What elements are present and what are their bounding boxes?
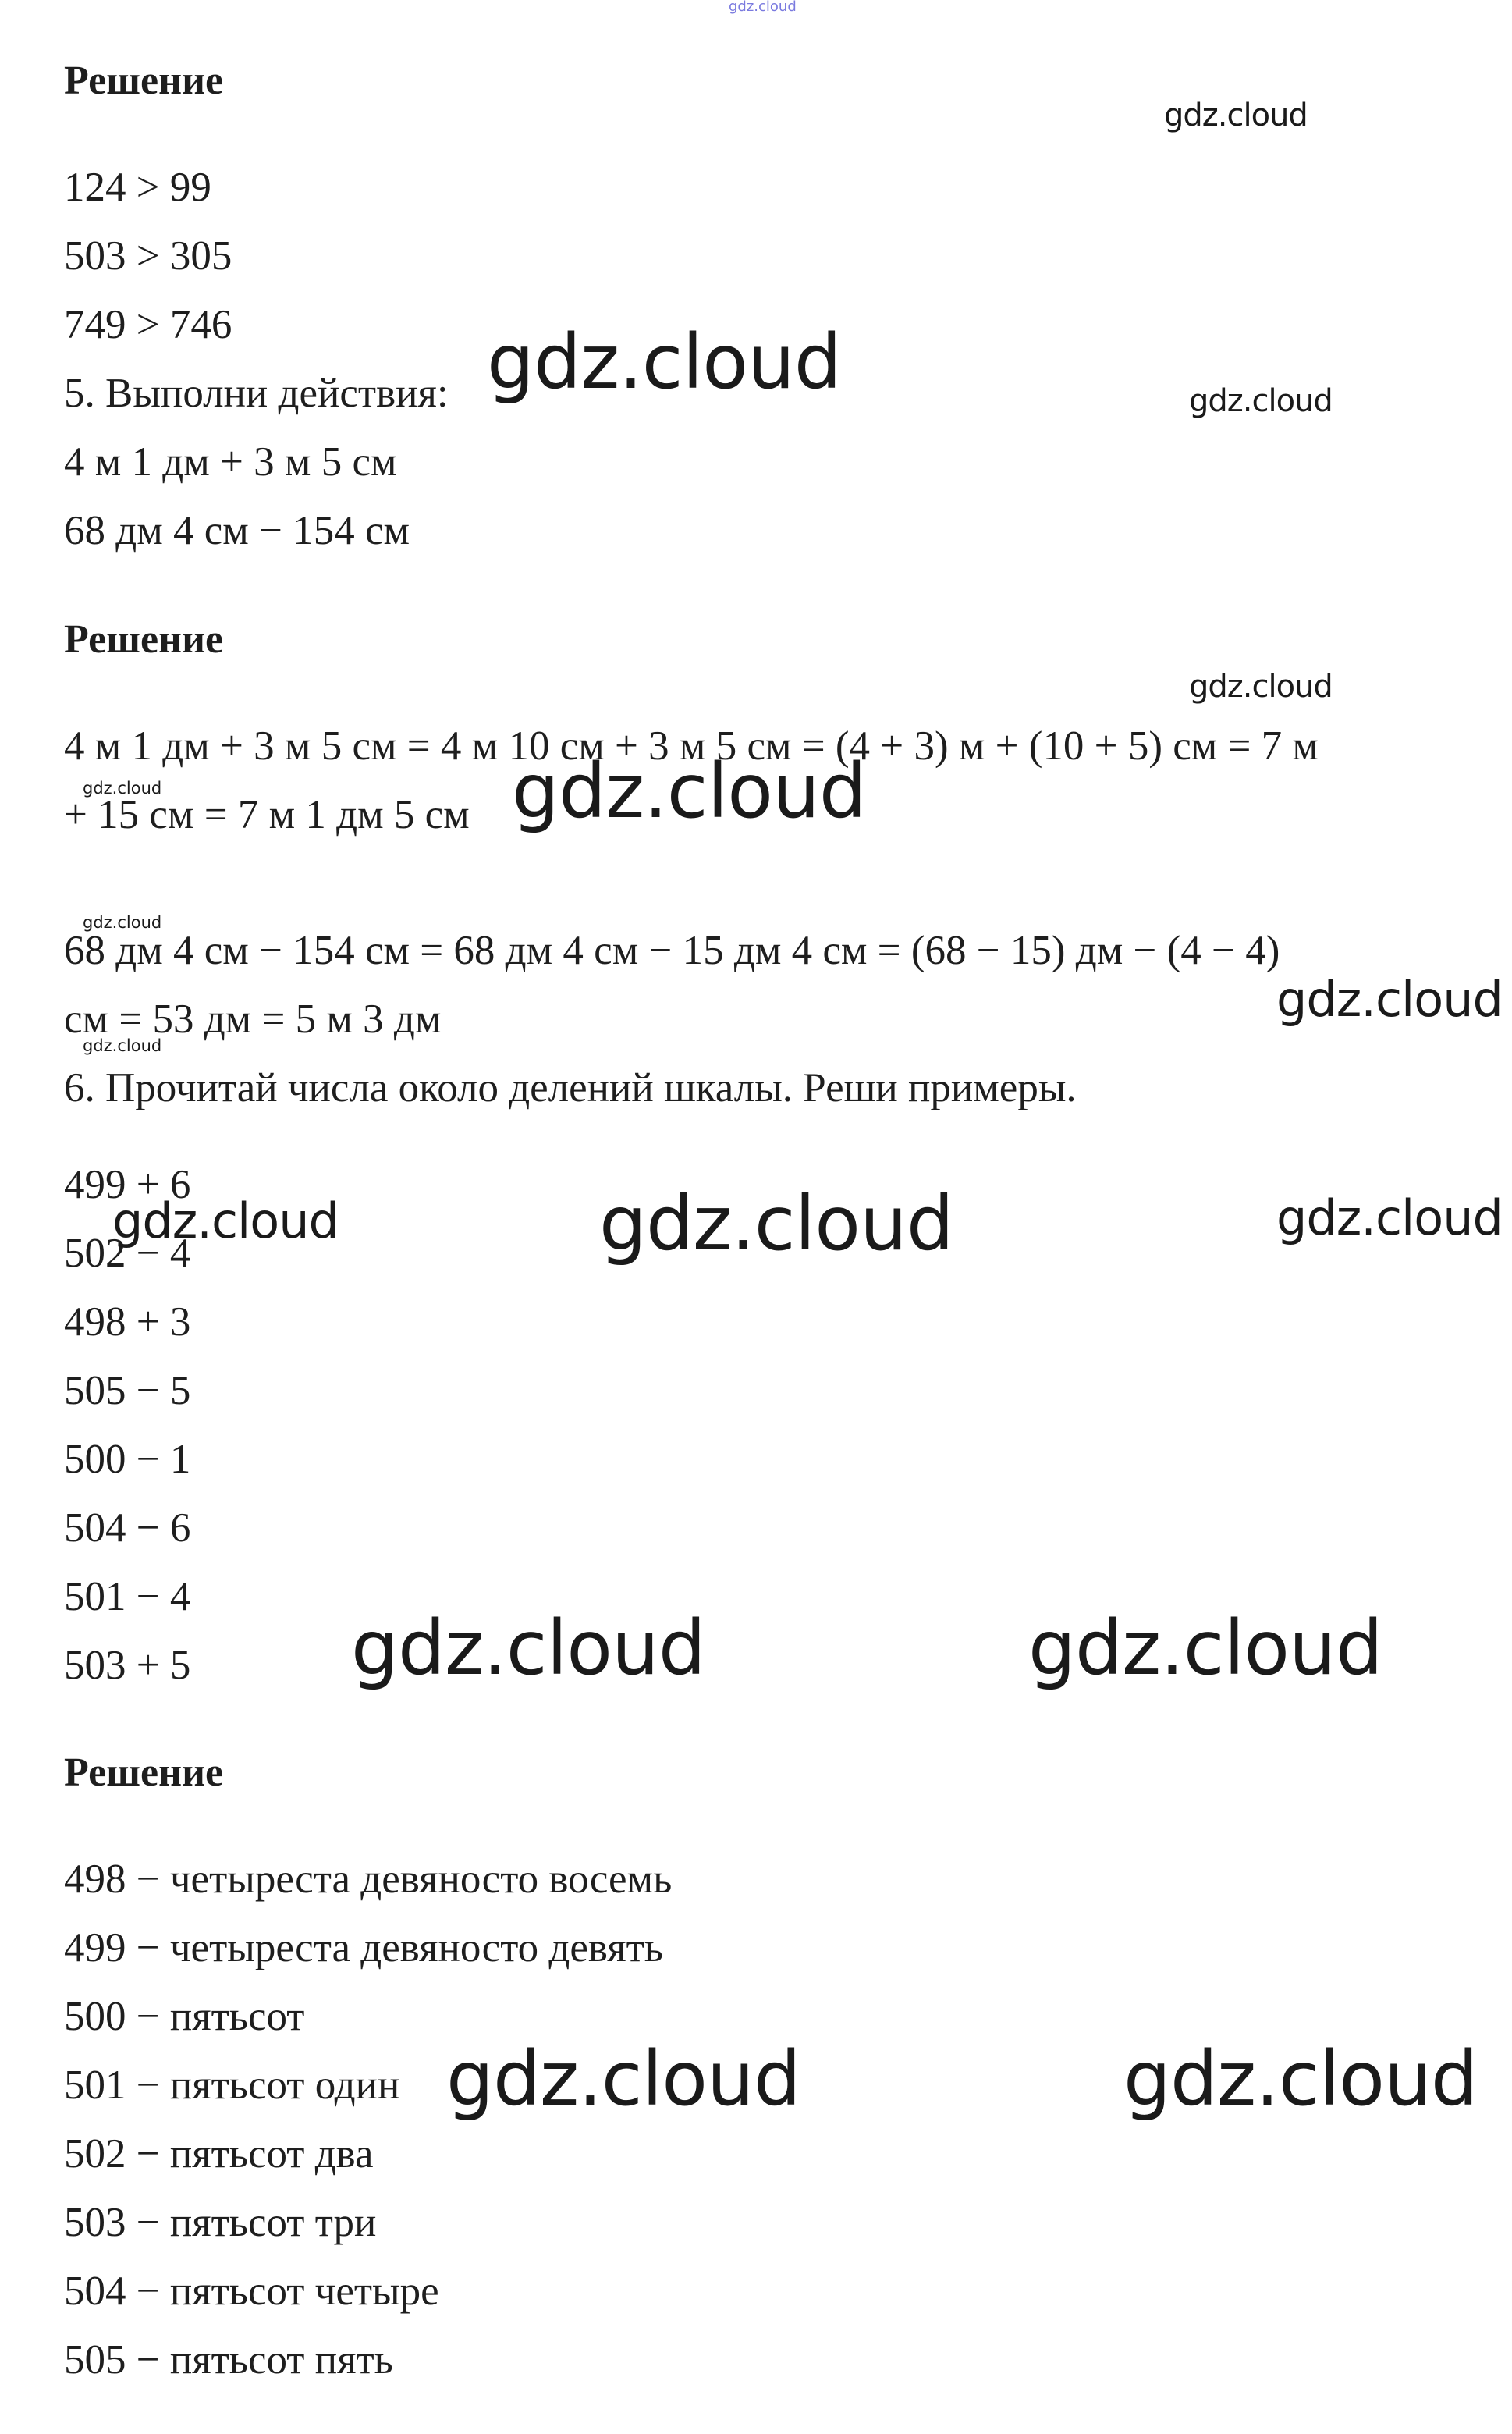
watermark: gdz.cloud: [1164, 98, 1308, 133]
watermark: gdz.cloud: [512, 748, 866, 835]
watermark: gdz.cloud: [1189, 383, 1333, 419]
task6-example: 505 − 5: [64, 1368, 191, 1413]
watermark: gdz.cloud: [1028, 1604, 1382, 1692]
comparison-line: 749 > 746: [64, 302, 232, 347]
number-reading-line: 505 − пятьсот пять: [64, 2337, 393, 2382]
watermark: gdz.cloud: [446, 2035, 800, 2123]
task6-example: 501 − 4: [64, 1574, 191, 1619]
heading-solution-1: Решение: [64, 59, 224, 103]
watermark: gdz.cloud: [487, 318, 841, 406]
watermark: gdz.cloud: [1123, 2035, 1478, 2123]
task6-title: 6. Прочитай числа около делений шкалы. Реши примеры.: [64, 1065, 1077, 1110]
number-reading-line: 498 − четыреста девяносто восемь: [64, 1857, 673, 1902]
watermark-top: gdz.cloud: [729, 0, 797, 15]
watermark: gdz.cloud: [112, 1192, 339, 1249]
watermark: gdz.cloud: [1276, 971, 1503, 1028]
task6-example: 499 + 6: [64, 1162, 191, 1207]
watermark: gdz.cloud: [351, 1604, 705, 1692]
watermark: gdz.cloud: [1276, 1189, 1503, 1246]
number-reading-line: 499 − четыреста девяносто девять: [64, 1925, 663, 1970]
number-reading-line: 504 − пятьсот четыре: [64, 2269, 439, 2314]
task5-solution-line: см = 53 дм = 5 м 3 дм: [64, 997, 442, 1042]
task5-title: 5. Выполни действия:: [64, 371, 449, 416]
watermark: gdz.cloud: [599, 1180, 953, 1267]
number-reading-line: 501 − пятьсот один: [64, 2063, 400, 2108]
task5-item: 4 м 1 дм + 3 м 5 см: [64, 439, 397, 485]
task5-solution-line: 4 м 1 дм + 3 м 5 см = 4 м 10 см + 3 м 5 см = (4 + 3) м + (10 + 5) см = 7 м: [64, 723, 1319, 769]
number-reading-line: 502 − пятьсот два: [64, 2131, 374, 2176]
task6-example: 504 − 6: [64, 1505, 191, 1551]
task6-example: 502 − 4: [64, 1231, 191, 1276]
heading-solution-3: Решение: [64, 1750, 224, 1795]
number-reading-line: 503 − пятьсот три: [64, 2200, 377, 2245]
watermark: gdz.cloud: [83, 779, 162, 798]
task6-example: 500 − 1: [64, 1437, 191, 1482]
heading-solution-2: Решение: [64, 617, 224, 662]
watermark: gdz.cloud: [83, 913, 162, 932]
number-reading-line: 500 − пятьсот: [64, 1994, 305, 2039]
task6-example: 503 + 5: [64, 1643, 191, 1688]
comparison-line: 124 > 99: [64, 165, 211, 210]
task5-item: 68 дм 4 см − 154 см: [64, 508, 410, 553]
task5-solution-line: 68 дм 4 см − 154 см = 68 дм 4 см − 15 дм 4 см = (68 − 15) дм − (4 − 4): [64, 928, 1280, 973]
watermark: gdz.cloud: [83, 1036, 162, 1055]
task6-example: 498 + 3: [64, 1299, 191, 1345]
task5-solution-line: + 15 см = 7 м 1 дм 5 см: [64, 792, 470, 837]
comparison-line: 503 > 305: [64, 233, 232, 279]
watermark: gdz.cloud: [1189, 669, 1333, 705]
